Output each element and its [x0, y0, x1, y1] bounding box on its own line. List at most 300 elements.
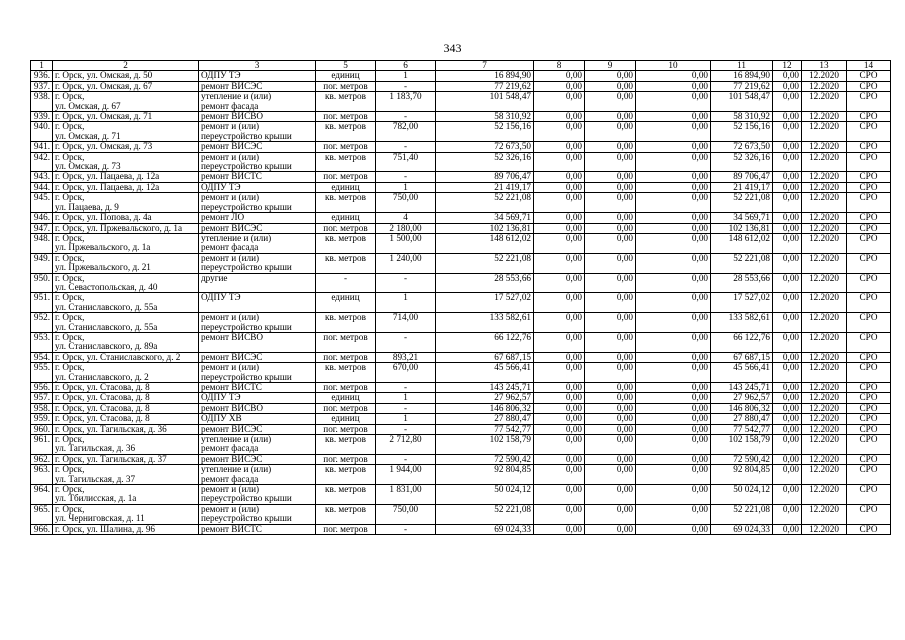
row-number: 950.	[31, 273, 53, 293]
work-type-cell	[199, 193, 316, 213]
work-type-cell	[199, 122, 316, 142]
address-line: г. Орск,	[55, 362, 85, 373]
local-budget-cost-cell: 0,00	[636, 253, 711, 273]
other-cost-cell: 0,00	[773, 213, 802, 223]
fund-cost-cell: 0,00	[534, 424, 585, 434]
deadline-cell: 12.2020	[802, 213, 847, 223]
work-type-line: ремонт ВИСТС	[201, 382, 262, 392]
address-cell	[53, 152, 199, 172]
column-number: 8	[534, 61, 585, 71]
fund-method-cell: СРО	[847, 504, 891, 524]
address-cell	[53, 465, 199, 485]
fund-cost-cell: 0,00	[534, 363, 585, 383]
work-type-cell	[199, 223, 316, 233]
total-cost-cell: 146 806,32	[436, 403, 534, 413]
quantity-cell: 714,00	[376, 313, 436, 333]
total-cost-cell: 27 962,57	[436, 393, 534, 403]
other-cost-cell: 0,00	[773, 383, 802, 393]
owners-cost-cell: 52 221,08	[711, 504, 773, 524]
work-type-line: ремонт и (или)	[201, 152, 260, 162]
work-type-line: переустройство крыши	[201, 371, 292, 382]
fund-method-cell: СРО	[847, 273, 891, 293]
work-type-cell	[199, 293, 316, 313]
address-line: ул. Омская, д. 71	[55, 130, 121, 141]
local-budget-cost-cell: 0,00	[636, 182, 711, 192]
quantity-cell: -	[376, 403, 436, 413]
column-number-row	[31, 61, 891, 71]
budget-cost-cell: 0,00	[585, 223, 636, 233]
local-budget-cost-cell: 0,00	[636, 92, 711, 112]
owners-cost-cell: 58 310,92	[711, 112, 773, 122]
address-cell	[53, 233, 199, 253]
address-line: г. Орск, ул. Пржевальского, д. 1а	[55, 223, 183, 233]
unit-cell: кв. метров	[316, 253, 376, 273]
work-type-line: ремонт ВИСЭС	[201, 141, 263, 152]
deadline-cell: 12.2020	[802, 332, 847, 352]
work-type-cell	[199, 352, 316, 362]
unit-cell: пог. метров	[316, 524, 376, 534]
unit-cell: кв. метров	[316, 465, 376, 485]
work-type-line: ремонт ВИСВО	[201, 403, 263, 413]
unit-cell: пог. метров	[316, 403, 376, 413]
work-type-line: другие	[201, 273, 228, 283]
quantity-cell: 1	[376, 71, 436, 81]
address-cell	[53, 253, 199, 273]
quantity-cell: -	[376, 524, 436, 534]
unit-cell: пог. метров	[316, 112, 376, 122]
quantity-cell: 1 944,00	[376, 465, 436, 485]
column-number: 3	[199, 61, 316, 71]
owners-cost-cell: 89 706,47	[711, 172, 773, 182]
row-number: 949.	[31, 253, 53, 273]
address-cell	[53, 414, 199, 424]
fund-cost-cell: 0,00	[534, 454, 585, 464]
deadline-cell: 12.2020	[802, 424, 847, 434]
address-line: г. Орск,	[55, 504, 85, 514]
total-cost-cell: 102 136,81	[436, 223, 534, 233]
fund-method-cell: СРО	[847, 213, 891, 223]
local-budget-cost-cell: 0,00	[636, 172, 711, 182]
row-number: 952.	[31, 313, 53, 333]
address-cell	[53, 172, 199, 182]
address-cell	[53, 403, 199, 413]
table-row	[31, 313, 891, 333]
address-cell	[53, 435, 199, 455]
row-number: 962.	[31, 454, 53, 464]
unit-cell: единиц	[316, 393, 376, 403]
deadline-cell: 12.2020	[802, 182, 847, 192]
other-cost-cell: 0,00	[773, 363, 802, 383]
budget-cost-cell: 0,00	[585, 81, 636, 91]
address-line: г. Орск, ул. Омская, д. 50	[55, 70, 153, 81]
other-cost-cell: 0,00	[773, 393, 802, 403]
budget-cost-cell: 0,00	[585, 112, 636, 122]
address-line: г. Орск, ул. Стасова, д. 8	[55, 403, 150, 413]
address-cell	[53, 313, 199, 333]
total-cost-cell: 89 706,47	[436, 172, 534, 182]
address-cell	[53, 92, 199, 112]
work-type-line: ремонт фасада	[201, 242, 259, 253]
unit-cell: кв. метров	[316, 485, 376, 505]
unit-cell: кв. метров	[316, 122, 376, 142]
fund-cost-cell: 0,00	[534, 383, 585, 393]
budget-cost-cell: 0,00	[585, 403, 636, 413]
work-type-line: ремонт ВИСВО	[201, 332, 263, 342]
row-number: 945.	[31, 193, 53, 213]
column-number: 13	[802, 61, 847, 71]
deadline-cell: 12.2020	[802, 454, 847, 464]
row-number: 955.	[31, 363, 53, 383]
fund-method-cell: СРО	[847, 465, 891, 485]
budget-cost-cell: 0,00	[585, 122, 636, 142]
fund-cost-cell: 0,00	[534, 414, 585, 424]
other-cost-cell: 0,00	[773, 313, 802, 333]
table-row	[31, 253, 891, 273]
unit-cell: единиц	[316, 71, 376, 81]
address-line: ул. Пржевальского, д. 21	[55, 262, 151, 273]
owners-cost-cell: 17 527,02	[711, 293, 773, 313]
budget-cost-cell: 0,00	[585, 193, 636, 213]
total-cost-cell: 17 527,02	[436, 293, 534, 313]
fund-method-cell: СРО	[847, 193, 891, 213]
work-type-line: ремонт ВИСВО	[201, 111, 263, 122]
column-number: 7	[436, 61, 534, 71]
row-number: 936.	[31, 71, 53, 81]
total-cost-cell: 143 245,71	[436, 383, 534, 393]
table-row	[31, 454, 891, 464]
deadline-cell: 12.2020	[802, 122, 847, 142]
work-type-line: ремонт фасада	[201, 443, 259, 454]
budget-cost-cell: 0,00	[585, 293, 636, 313]
address-cell	[53, 223, 199, 233]
table-row	[31, 182, 891, 192]
fund-method-cell: СРО	[847, 182, 891, 192]
quantity-cell: 1	[376, 182, 436, 192]
work-type-line: ОДПУ ТЭ	[201, 292, 241, 303]
table-row	[31, 112, 891, 122]
total-cost-cell: 27 880,47	[436, 414, 534, 424]
work-type-cell	[199, 363, 316, 383]
address-line: ул. Станиславского, д. 89а	[55, 341, 158, 352]
fund-method-cell: СРО	[847, 403, 891, 413]
address-line: ул. Тбилисская, д. 1а	[55, 493, 137, 504]
deadline-cell: 12.2020	[802, 504, 847, 524]
quantity-cell: -	[376, 112, 436, 122]
local-budget-cost-cell: 0,00	[636, 81, 711, 91]
address-cell	[53, 293, 199, 313]
work-type-cell	[199, 152, 316, 172]
deadline-cell: 12.2020	[802, 233, 847, 253]
address-cell	[53, 383, 199, 393]
local-budget-cost-cell: 0,00	[636, 465, 711, 485]
fund-cost-cell: 0,00	[534, 122, 585, 142]
address-line: г. Орск, ул. Стасова, д. 8	[55, 413, 150, 424]
other-cost-cell: 0,00	[773, 414, 802, 424]
address-cell	[53, 112, 199, 122]
address-line: г. Орск, ул. Омская, д. 71	[55, 111, 153, 122]
fund-cost-cell: 0,00	[534, 273, 585, 293]
owners-cost-cell: 102 158,79	[711, 435, 773, 455]
row-number: 940.	[31, 122, 53, 142]
quantity-cell: -	[376, 454, 436, 464]
work-type-line: ремонт ВИСЭС	[201, 352, 263, 362]
deadline-cell: 12.2020	[802, 253, 847, 273]
column-number: 10	[636, 61, 711, 71]
work-type-cell	[199, 71, 316, 81]
address-cell	[53, 182, 199, 192]
table-row	[31, 465, 891, 485]
fund-method-cell: СРО	[847, 524, 891, 534]
quantity-cell: 2 180,00	[376, 223, 436, 233]
fund-cost-cell: 0,00	[534, 152, 585, 172]
row-number: 961.	[31, 435, 53, 455]
budget-cost-cell: 0,00	[585, 332, 636, 352]
deadline-cell: 12.2020	[802, 403, 847, 413]
fund-method-cell: СРО	[847, 92, 891, 112]
table-row	[31, 435, 891, 455]
other-cost-cell: 0,00	[773, 81, 802, 91]
unit-cell: пог. метров	[316, 142, 376, 152]
other-cost-cell: 0,00	[773, 92, 802, 112]
address-line: ул. Омская, д. 67	[55, 100, 121, 111]
unit-cell: кв. метров	[316, 193, 376, 213]
work-type-line: утепление и (или)	[201, 91, 272, 102]
table-row	[31, 172, 891, 182]
unit-cell: кв. метров	[316, 152, 376, 172]
work-type-cell	[199, 81, 316, 91]
address-line: ул. Пацаева, д. 9	[55, 201, 119, 212]
row-number: 948.	[31, 233, 53, 253]
local-budget-cost-cell: 0,00	[636, 363, 711, 383]
table-row	[31, 393, 891, 403]
work-type-line: ремонт и (или)	[201, 192, 260, 203]
work-type-line: ремонт ВИСЭС	[201, 424, 263, 434]
address-line: г. Орск,	[55, 484, 85, 495]
work-type-line: утепление и (или)	[201, 464, 272, 475]
work-type-line: переустройство крыши	[201, 493, 292, 504]
quantity-cell: 670,00	[376, 363, 436, 383]
local-budget-cost-cell: 0,00	[636, 142, 711, 152]
deadline-cell: 12.2020	[802, 435, 847, 455]
other-cost-cell: 0,00	[773, 71, 802, 81]
local-budget-cost-cell: 0,00	[636, 485, 711, 505]
budget-cost-cell: 0,00	[585, 435, 636, 455]
work-type-cell	[199, 414, 316, 424]
unit-cell: единиц	[316, 414, 376, 424]
table-row	[31, 223, 891, 233]
column-number: 11	[711, 61, 773, 71]
owners-cost-cell: 77 542,77	[711, 424, 773, 434]
fund-cost-cell: 0,00	[534, 172, 585, 182]
unit-cell: пог. метров	[316, 383, 376, 393]
fund-cost-cell: 0,00	[534, 71, 585, 81]
owners-cost-cell: 133 582,61	[711, 313, 773, 333]
row-number: 957.	[31, 393, 53, 403]
table-row	[31, 92, 891, 112]
address-line: г. Орск,	[55, 273, 85, 283]
deadline-cell: 12.2020	[802, 393, 847, 403]
table-row	[31, 293, 891, 313]
row-number: 956.	[31, 383, 53, 393]
quantity-cell: 1 831,00	[376, 485, 436, 505]
deadline-cell: 12.2020	[802, 293, 847, 313]
deadline-cell: 12.2020	[802, 273, 847, 293]
deadline-cell: 12.2020	[802, 152, 847, 172]
local-budget-cost-cell: 0,00	[636, 454, 711, 464]
unit-cell: пог. метров	[316, 81, 376, 91]
work-type-cell	[199, 253, 316, 273]
work-type-line: ремонт ВИСЭС	[201, 81, 263, 91]
row-number: 947.	[31, 223, 53, 233]
owners-cost-cell: 16 894,90	[711, 71, 773, 81]
address-line: г. Орск,	[55, 253, 85, 263]
address-cell	[53, 504, 199, 524]
unit-cell: кв. метров	[316, 435, 376, 455]
address-cell	[53, 363, 199, 383]
repair-register-table	[30, 60, 891, 535]
budget-cost-cell: 0,00	[585, 213, 636, 223]
work-type-line: ремонт фасада	[201, 473, 259, 484]
work-type-cell	[199, 92, 316, 112]
table-row	[31, 363, 891, 383]
table-row	[31, 71, 891, 81]
budget-cost-cell: 0,00	[585, 142, 636, 152]
quantity-cell: 750,00	[376, 504, 436, 524]
local-budget-cost-cell: 0,00	[636, 352, 711, 362]
work-type-cell	[199, 233, 316, 253]
local-budget-cost-cell: 0,00	[636, 313, 711, 333]
table-row	[31, 424, 891, 434]
other-cost-cell: 0,00	[773, 424, 802, 434]
unit-cell: -	[316, 273, 376, 293]
address-line: г. Орск,	[55, 233, 85, 243]
other-cost-cell: 0,00	[773, 152, 802, 172]
owners-cost-cell: 52 221,08	[711, 253, 773, 273]
table-row	[31, 152, 891, 172]
address-line: г. Орск, ул. Стасова, д. 8	[55, 382, 150, 392]
fund-cost-cell: 0,00	[534, 253, 585, 273]
local-budget-cost-cell: 0,00	[636, 213, 711, 223]
fund-cost-cell: 0,00	[534, 524, 585, 534]
work-type-line: ремонт и (или)	[201, 253, 260, 263]
local-budget-cost-cell: 0,00	[636, 332, 711, 352]
budget-cost-cell: 0,00	[585, 273, 636, 293]
quantity-cell: -	[376, 332, 436, 352]
work-type-cell	[199, 172, 316, 182]
unit-cell: кв. метров	[316, 233, 376, 253]
total-cost-cell: 50 024,12	[436, 485, 534, 505]
address-cell	[53, 524, 199, 534]
work-type-cell	[199, 182, 316, 192]
fund-cost-cell: 0,00	[534, 393, 585, 403]
address-line: г. Орск, ул. Тагильская, д. 37	[55, 454, 167, 464]
work-type-cell	[199, 435, 316, 455]
fund-cost-cell: 0,00	[534, 182, 585, 192]
budget-cost-cell: 0,00	[585, 172, 636, 182]
total-cost-cell: 58 310,92	[436, 112, 534, 122]
owners-cost-cell: 52 156,16	[711, 122, 773, 142]
address-cell	[53, 332, 199, 352]
quantity-cell: -	[376, 424, 436, 434]
total-cost-cell: 52 326,16	[436, 152, 534, 172]
address-cell	[53, 393, 199, 403]
unit-cell: пог. метров	[316, 332, 376, 352]
fund-cost-cell: 0,00	[534, 485, 585, 505]
other-cost-cell: 0,00	[773, 465, 802, 485]
total-cost-cell: 66 122,76	[436, 332, 534, 352]
other-cost-cell: 0,00	[773, 504, 802, 524]
row-number: 966.	[31, 524, 53, 534]
deadline-cell: 12.2020	[802, 92, 847, 112]
budget-cost-cell: 0,00	[585, 233, 636, 253]
work-type-line: ОДПУ ТЭ	[201, 70, 241, 81]
total-cost-cell: 52 156,16	[436, 122, 534, 142]
work-type-cell	[199, 332, 316, 352]
row-number: 964.	[31, 485, 53, 505]
budget-cost-cell: 0,00	[585, 363, 636, 383]
fund-method-cell: СРО	[847, 233, 891, 253]
fund-method-cell: СРО	[847, 414, 891, 424]
fund-method-cell: СРО	[847, 383, 891, 393]
fund-method-cell: СРО	[847, 435, 891, 455]
other-cost-cell: 0,00	[773, 112, 802, 122]
fund-cost-cell: 0,00	[534, 193, 585, 213]
deadline-cell: 12.2020	[802, 524, 847, 534]
budget-cost-cell: 0,00	[585, 92, 636, 112]
fund-cost-cell: 0,00	[534, 435, 585, 455]
work-type-line: ремонт и (или)	[201, 504, 260, 514]
address-line: ул. Пржевальского, д. 1а	[55, 242, 151, 253]
address-cell	[53, 424, 199, 434]
address-line: г. Орск,	[55, 152, 85, 162]
total-cost-cell: 92 804,85	[436, 465, 534, 485]
column-number: 1	[31, 61, 53, 71]
total-cost-cell: 133 582,61	[436, 313, 534, 333]
row-number: 953.	[31, 332, 53, 352]
total-cost-cell: 67 687,15	[436, 352, 534, 362]
fund-cost-cell: 0,00	[534, 332, 585, 352]
owners-cost-cell: 27 880,47	[711, 414, 773, 424]
column-number: 2	[53, 61, 199, 71]
budget-cost-cell: 0,00	[585, 352, 636, 362]
quantity-cell: 1	[376, 393, 436, 403]
owners-cost-cell: 143 245,71	[711, 383, 773, 393]
budget-cost-cell: 0,00	[585, 383, 636, 393]
work-type-cell	[199, 112, 316, 122]
deadline-cell: 12.2020	[802, 352, 847, 362]
address-line: г. Орск,	[55, 121, 85, 132]
deadline-cell: 12.2020	[802, 465, 847, 485]
local-budget-cost-cell: 0,00	[636, 152, 711, 172]
total-cost-cell: 101 548,47	[436, 92, 534, 112]
address-cell	[53, 81, 199, 91]
deadline-cell: 12.2020	[802, 383, 847, 393]
unit-cell: единиц	[316, 182, 376, 192]
row-number: 958.	[31, 403, 53, 413]
other-cost-cell: 0,00	[773, 253, 802, 273]
deadline-cell: 12.2020	[802, 172, 847, 182]
fund-cost-cell: 0,00	[534, 233, 585, 253]
address-cell	[53, 142, 199, 152]
quantity-cell: 4	[376, 213, 436, 223]
unit-cell: пог. метров	[316, 424, 376, 434]
work-type-line: переустройство крыши	[201, 130, 292, 141]
fund-cost-cell: 0,00	[534, 465, 585, 485]
owners-cost-cell: 50 024,12	[711, 485, 773, 505]
page-number: 343	[443, 41, 462, 55]
table-row	[31, 524, 891, 534]
table-row	[31, 122, 891, 142]
